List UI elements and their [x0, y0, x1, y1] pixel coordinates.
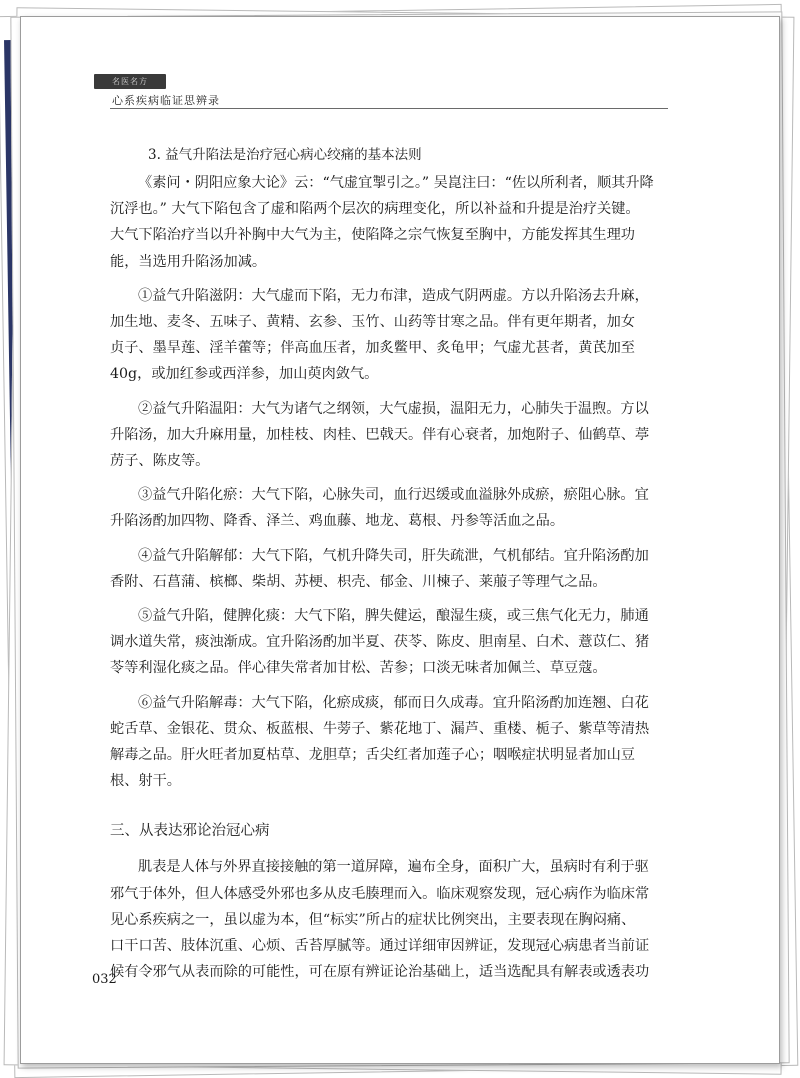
paragraph-intro: 《素问・阴阳应象大论》云：“气虚宜掣引之。” 吴崑注曰：“佐以所利者，顺其升降 沉浮也。” 大气下陷包含了虚和陷两个层次的病理变化，所以补益和升提是治疗关键。 大气下陷治疗当以升补胸中大气为主，使陷降之宗气恢复至胸中，方能发挥其生理功 能，当选用升陷汤加减。 [110, 175, 654, 270]
paragraph-method-3: ③益气升陷化瘀：大气下陷，心脉失司，血行迟缓或血溢脉外成瘀，瘀阻心脉。宜 升陷汤酌加四物、降香、泽兰、鸡血藤、地龙、葛根、丹参等活血之品。 [110, 487, 649, 530]
paragraph-method-4: ④益气升陷解郁：大气下陷，气机升降失司，肝失疏泄，气机郁结。宜升陷汤酌加 香附、石菖蒲、槟榔、柴胡、苏梗、枳壳、郁金、川楝子、莱菔子等理气之品。 [110, 547, 649, 590]
header-rule [110, 108, 668, 109]
paragraph-section-intro: 肌表是人体与外界直接接触的第一道屏障，遍布全身，面积广大，虽病时有利于驱 邪气于体外，但人体感受外邪也多从皮毛腠理而入。临床观察发现，冠心病作为临床常 见心系疾病之一，虽以虚为本，但“标实”所占的症状比例突出，主要表现在胸闷痛、 口干口苦、肢体沉重、心烦、舌苔厚腻等。通过详细审因辨证，发现冠心病患者当前证 候有令邪气从表而除的可能性，可在原有辨证论治基础上，适当选配具有解表或透表功 [110, 859, 650, 981]
page-number: 032 [92, 972, 117, 987]
series-logo: 名医名方 [94, 74, 166, 89]
paragraph-method-6: ⑥益气升陷解毒：大气下陷，化瘀成痰，郁而日久成毒。宜升陷汤酌加连翘、白花 蛇舌草、金银花、贯众、板蓝根、牛蒡子、紫花地丁、漏芦、重楼、栀子、紫草等清热 解毒之品。肝火旺者加夏枯草、龙胆草；舌尖红者加莲子心；咽喉症状明显者加山豆 根、射干。 [110, 694, 650, 790]
paragraph-method-2: ②益气升陷温阳：大气为诸气之纲领，大气虚损，温阳无力，心肺失于温煦。方以 升陷汤，加大升麻用量，加桂枝、肉桂、巴戟天。伴有心衰者，加炮附子、仙鹤草、葶 苈子、陈皮等。 [110, 400, 650, 470]
subsection-heading: 3. 益气升陷法是治疗冠心病心绞痛的基本法则 [148, 147, 422, 163]
page-body [110, 142, 680, 985]
section-heading: 三、从表达邪论治冠心病 [110, 823, 270, 840]
paragraph-method-5: ⑤益气升陷，健脾化痰：大气下陷，脾失健运，酿湿生痰，或三焦气化无力，肺通 调水道失常，痰浊渐成。宜升陷汤酌加半夏、茯苓、陈皮、胆南星、白术、薏苡仁、猪 苓等利湿化痰之品。伴心律失常者加甘松、苦参；口淡无味者加佩兰、草豆蔻。 [110, 608, 650, 677]
running-header-title: 心系疾病临证思辨录 [112, 94, 220, 107]
paragraph-method-1: ①益气升陷滋阴：大气虚而下陷，无力布津，造成气阴两虚。方以升陷汤去升麻， 加生地、麦冬、五味子、黄精、玄参、玉竹、山药等甘寒之品。伴有更年期者，加女 贞子、墨旱莲、淫羊藿等；伴高血压者，加炙鳖甲、炙龟甲；气虚尤甚者，黄芪加至 40g，或加红参或西洋参，加山萸肉敛气。 [110, 287, 649, 383]
